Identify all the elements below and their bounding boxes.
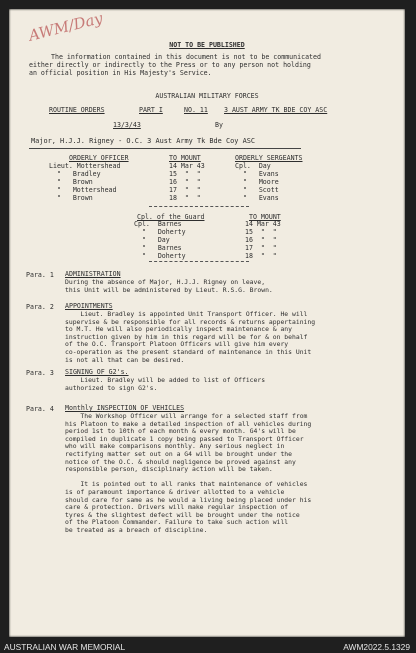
para-line: Lieut. Bradley is appointed Unit Transport Officer. He will	[65, 310, 308, 318]
para-line: It is pointed out to all ranks that maintenance of vehicles	[65, 480, 308, 489]
para-line: be treated as a breach of discipline.	[65, 526, 208, 534]
guard-date: 18 " "	[245, 252, 277, 260]
para-line: is of paramount importance & driver allotted to a vehicle	[65, 488, 285, 496]
para-number: Para. 4	[26, 405, 54, 413]
para-line: supervise & be responsible for all records & returns appertaining	[65, 317, 316, 326]
guard-name: " Doherty	[134, 252, 186, 260]
duty-officer: Lieut. Mottershead	[49, 162, 121, 170]
duty-officer: " Brown	[49, 178, 93, 186]
para-heading: APPOINTMENTS	[65, 302, 113, 310]
para-heading: SIGNING OF G2's.	[65, 368, 129, 376]
notice-line-1: The information contained in this document is not to be communicated	[51, 53, 321, 61]
header-rule	[29, 148, 301, 149]
para-line: responsible person, disciplinary action will be taken.	[65, 465, 273, 474]
guard-date: 17 " "	[245, 244, 277, 252]
para-line: Lieut. Bradley will be added to list of Officers	[65, 376, 266, 384]
para-line: period 1st to 10th of each month & every month. G4's will be	[65, 427, 296, 436]
order-date: 13/3/43	[113, 121, 141, 129]
para-heading: ADMINISTRATION	[65, 270, 121, 278]
commanding-officer: Major, H.J.J. Rigney - O.C. 3 Aust Army Tk Bde Coy ASC	[31, 137, 256, 145]
para-line: authorized to sign G2's.	[65, 383, 158, 392]
guard-name: " Day	[134, 236, 170, 244]
para-line: of the O.C. Transport Platoon Officers will give him every	[65, 340, 289, 349]
orderly-officer-header: ORDERLY OFFICER	[69, 154, 129, 162]
unit-name: 3 AUST ARMY TK BDE COY ASC	[224, 106, 328, 114]
para-line: During the absence of Major, H.J.J. Rigney on leave,	[65, 278, 266, 286]
orderly-sergeants-header: ORDERLY SERGEANTS	[235, 154, 303, 162]
footer-source: AUSTRALIAN WAR MEMORIAL	[4, 642, 126, 652]
duty-sergeant: " Evans	[235, 194, 279, 202]
duty-sergeant: Cpl. Day	[235, 162, 271, 170]
para-line: care & protection. Drivers will make regular inspection of	[65, 503, 289, 512]
to-mount-header: TO MOUNT	[169, 154, 201, 162]
force-name: AUSTRALIAN MILITARY FORCES	[155, 92, 259, 100]
archive-handwritten-mark: AWM/Day	[26, 9, 105, 45]
para-line: to M.T. He will also periodically inspect maintenance & any	[65, 325, 293, 334]
guard-date: 15 " "	[245, 228, 277, 236]
duty-date: 18 " "	[169, 194, 201, 202]
order-number: NO. 11	[184, 106, 208, 114]
part-label: PART I	[139, 106, 163, 114]
routine-orders-label: ROUTINE ORDERS	[49, 106, 105, 114]
para-number: Para. 2	[26, 303, 54, 311]
para-line: of the Platoon Commander. Failure to take such action will	[65, 518, 289, 527]
para-line: tyres & the slightest defect will be brought under the notice	[65, 510, 300, 519]
duty-officer: " Brown	[49, 194, 93, 202]
by-label: By	[215, 121, 223, 129]
duty-officer: " Bradley	[49, 170, 101, 178]
guard-to-mount-header: TO MOUNT	[249, 213, 281, 221]
para-line: instruction given by him in this regard will be for & on behalf	[65, 332, 308, 341]
notice-line-2: either directly or indirectly to the Press or to any person not holding	[29, 61, 311, 69]
guard-header: Cpl. of the Guard	[137, 213, 205, 221]
para-number: Para. 3	[26, 369, 54, 377]
guard-name: Cpl. Barnes	[134, 220, 182, 228]
duty-divider	[149, 206, 249, 207]
guard-date: 14 Mar 43	[245, 220, 281, 228]
para-line: this Unit will be administered by Lieut. R.S.G. Brown.	[65, 285, 273, 294]
para-line: his Platoon to make a detailed inspection of all vehicles during	[65, 419, 312, 428]
duty-date: 14 Mar 43	[169, 162, 205, 170]
notice-line-3: an official position in His Majesty's Service.	[29, 69, 212, 77]
duty-sergeant: " Scott	[235, 186, 279, 194]
para-line: who will make comparisons monthly. Any serious neglect in	[65, 442, 285, 451]
para-heading: Monthly INSPECTION OF VEHICLES	[65, 404, 185, 412]
para-line: rectifying matter set out on a G4 will be brought under the	[65, 450, 293, 458]
duty-sergeant: " Evans	[235, 170, 279, 178]
para-line: The Workshop Officer will arrange for a selected staff from	[65, 412, 308, 420]
para-line: compiled in duplicate 1 copy being passed to Transport Officer	[65, 434, 304, 443]
duty-date: 17 " "	[169, 186, 201, 194]
para-line: is not all that can be desired.	[65, 355, 185, 364]
duty-date: 16 " "	[169, 178, 201, 186]
guard-name: " Doherty	[134, 228, 186, 236]
duty-officer: " Mottershead	[49, 186, 117, 194]
para-line: co-operation as the present standard of maintenance in this Unit	[65, 348, 312, 356]
duty-date: 15 " "	[169, 170, 201, 178]
document-page	[9, 9, 405, 637]
guard-name: " Barnes	[134, 244, 182, 252]
para-line: notice of the O.C. & should negligence be proved against any	[65, 457, 296, 466]
guard-divider	[149, 261, 249, 262]
para-number: Para. 1	[26, 271, 54, 279]
duty-sergeant: " Moore	[235, 178, 279, 186]
footer-accession: AWM2022.5.1329	[343, 642, 410, 652]
guard-date: 16 " "	[245, 236, 277, 244]
para-line: should care for same as he would a living being placed under his	[65, 495, 312, 504]
not-published-heading: NOT TO BE PUBLISHED	[169, 41, 245, 49]
